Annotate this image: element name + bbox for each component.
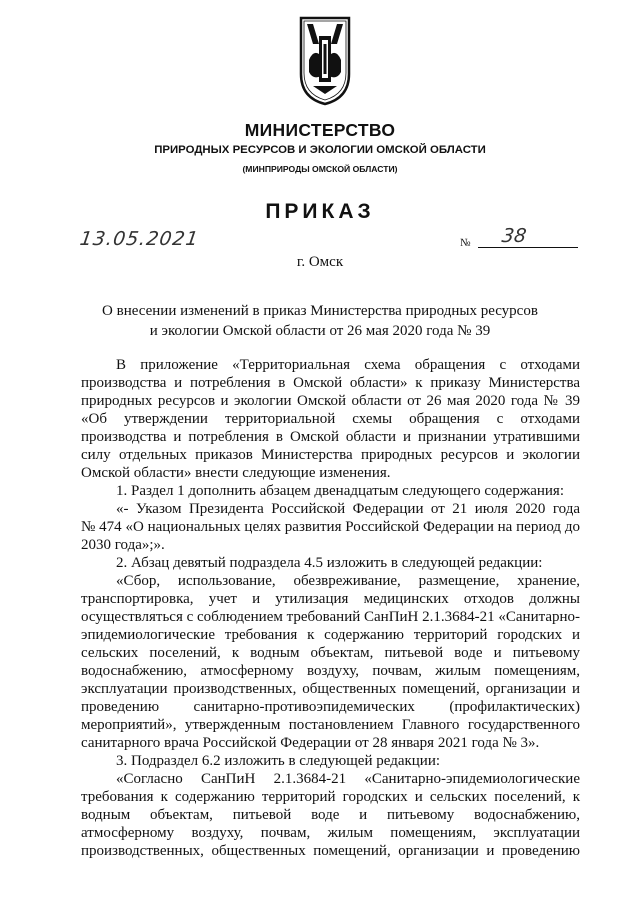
- order-number-label: №: [460, 237, 471, 249]
- body-line: силу отдельных приказов Министерства природных ресурсов и экологии: [81, 447, 580, 463]
- ministry-name: МИНИСТЕРСТВО: [244, 120, 396, 140]
- body-line: проведению санитарно-противоэпидемических (профилактических): [81, 699, 580, 715]
- coat-of-arms-icon: [299, 14, 351, 106]
- ministry-full-name: ПРИРОДНЫХ РЕСУРСОВ И ЭКОЛОГИИ ОМСКОЙ ОБЛАСТИ: [154, 144, 486, 156]
- body-line: «Об утверждении территориальной схемы обращения с отходами: [81, 411, 580, 427]
- city-name: г. Омск: [296, 254, 344, 270]
- body-line: осуществляться с соблюдением требований СанПиН 2.1.3684-21 «Санитарно-: [81, 609, 581, 625]
- body-line: «Согласно СанПиН 2.1.3684-21 «Санитарно-эпидемиологические: [116, 771, 580, 787]
- body-line: водным объектам, питьевой воде и питьевому водоснабжению,: [81, 807, 580, 823]
- body-line: Омской области» внести следующие изменения.: [81, 465, 391, 481]
- body-line: 1. Раздел 1 дополнить абзацем двенадцатым следующего содержания:: [116, 483, 564, 499]
- body-line: производства и потребления в Омской области и признании утратившими: [81, 429, 580, 445]
- body-line: В приложение «Территориальная схема обращения с отходами: [116, 357, 580, 373]
- body-line: транспортировка, учет и утилизация медицинских отходов должны: [81, 591, 580, 607]
- body-line: «- Указом Президента Российской Федерации от 21 июля 2020 года: [116, 501, 580, 517]
- body-line: 2. Абзац девятый подраздела 4.5 изложить в следующей редакции:: [116, 555, 543, 571]
- body-line: водоснабжению, атмосферному воздуху, почвам, жилым помещениям,: [81, 663, 580, 679]
- body-line: производственных, общественных помещений, организации и проведению: [81, 843, 580, 859]
- body-line: мероприятий», утвержденным постановлением Главного государственного: [81, 717, 580, 733]
- order-number-handwritten: 38: [500, 225, 528, 247]
- order-date-handwritten: 13.05.2021: [78, 228, 201, 250]
- ministry-short-name: (МИНПРИРОДЫ ОМСКОЙ ОБЛАСТИ): [242, 164, 398, 174]
- body-line: сельских поселений, к водным объектам, питьевой воде и питьевому: [81, 645, 580, 661]
- document-type-title: ПРИКАЗ: [265, 200, 375, 223]
- body-line: № 474 «О национальных целях развития Российской Федерации на период до: [81, 519, 580, 535]
- order-subject: О внесении изменений в приказ Министерства природных ресурсов и экологии Омской области от 26 мая 2020 года № 39: [102, 303, 538, 339]
- body-line: требования к содержанию территорий городских и сельских поселений, к: [81, 789, 580, 805]
- body-line: санитарного врача Российской Федерации от 28 января 2021 года № 3».: [81, 735, 540, 751]
- body-line: эксплуатации производственных, общественных помещений, организации и: [81, 681, 580, 697]
- body-line: 2030 года»;».: [81, 537, 165, 553]
- body-line: природных ресурсов и экологии Омской области от 26 мая 2020 года № 39: [81, 393, 580, 409]
- body-line: атмосферному воздуху, почвам, жилым помещениям, эксплуатации: [81, 825, 580, 841]
- order-number-underline: [478, 247, 578, 248]
- body-line: 3. Подраздел 6.2 изложить в следующей редакции:: [116, 753, 441, 769]
- body-line: «Сбор, использование, обезвреживание, размещение, хранение,: [116, 573, 580, 589]
- body-line: производства и потребления в Омской области» к приказу Министерства: [81, 375, 580, 391]
- body-line: эпидемиологические требования к содержанию территорий городских и: [81, 627, 580, 643]
